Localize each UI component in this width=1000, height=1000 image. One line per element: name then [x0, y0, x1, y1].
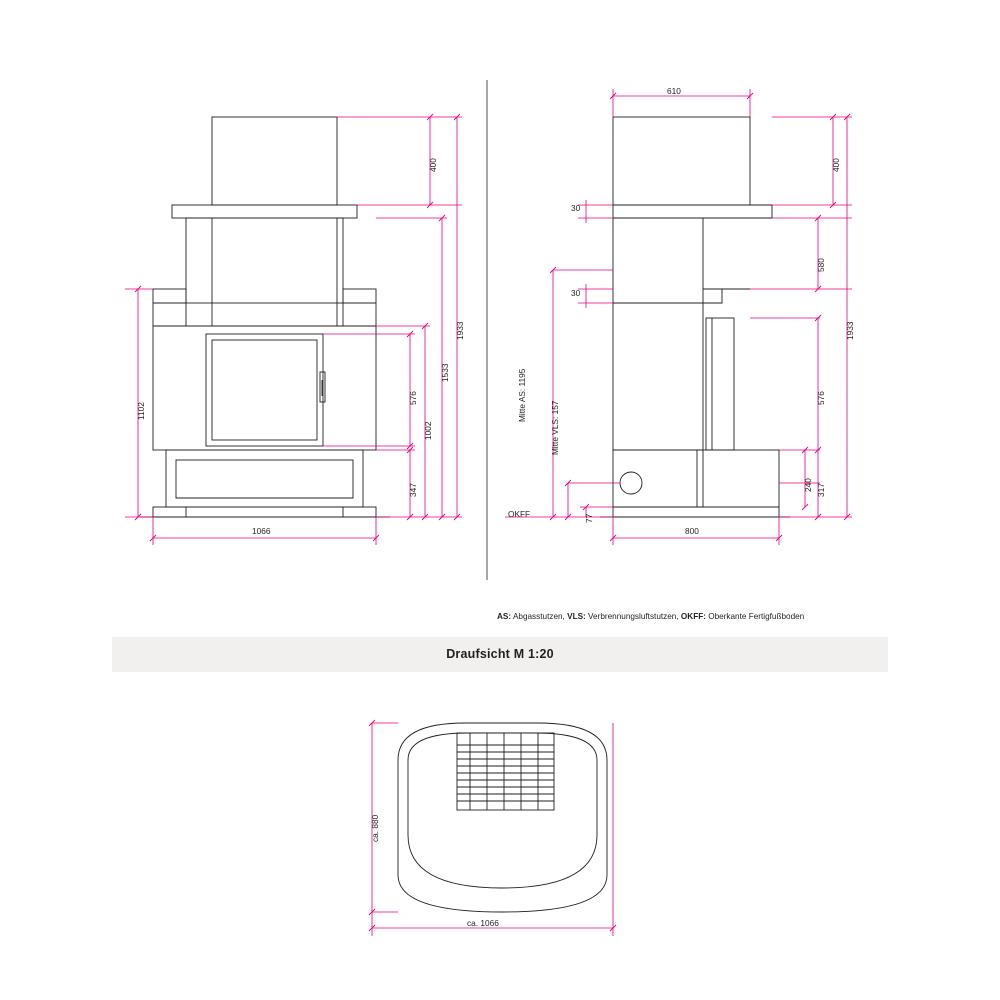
dim-front-1933: 1933 — [455, 321, 465, 340]
dim-side-30-top: 30 — [571, 203, 581, 213]
dim-front-576: 576 — [408, 391, 418, 405]
dim-side-580: 580 — [816, 258, 826, 272]
dim-front-400: 400 — [428, 158, 438, 172]
dim-front-1102: 1102 — [136, 402, 146, 420]
dim-side-240: 240 — [803, 478, 813, 492]
dim-top-depth: ca. 880 — [370, 814, 380, 842]
dim-side-77: 77 — [584, 513, 594, 523]
dim-side-576: 576 — [816, 391, 826, 405]
legend-abbr-okff: OKFF: — [680, 612, 706, 621]
dim-front-347: 347 — [408, 483, 418, 497]
dim-side-610: 610 — [667, 86, 681, 96]
label-mitte-vls: Mitte VLS: 157 — [550, 400, 560, 455]
legend-text-okff: Oberkante Fertigfußboden — [708, 612, 805, 621]
dim-side-400: 400 — [831, 158, 841, 172]
legend-text-as: Abgasstutzen, — [512, 612, 565, 621]
dim-side-30-mid: 30 — [571, 288, 581, 298]
legend-abbr-vls: VLS: — [567, 612, 586, 621]
section-band — [112, 637, 888, 672]
legend-abbr-as: AS: — [497, 612, 512, 621]
label-mitte-as: Mitte AS: 1195 — [517, 368, 527, 422]
dim-top-width: ca. 1066 — [467, 918, 499, 928]
dim-front-1002: 1002 — [423, 421, 433, 440]
section-title: Draufsicht M 1:20 — [446, 647, 554, 661]
dim-front-1533: 1533 — [440, 363, 450, 382]
dim-front-1066: 1066 — [252, 526, 271, 536]
dim-side-1933: 1933 — [845, 321, 855, 340]
legend — [497, 612, 897, 621]
dim-side-317: 317 — [816, 483, 826, 497]
label-okff: OKFF — [508, 509, 531, 519]
legend-text-vls: Verbrennungsluftstutzen, — [588, 612, 679, 621]
dim-side-800: 800 — [685, 526, 699, 536]
